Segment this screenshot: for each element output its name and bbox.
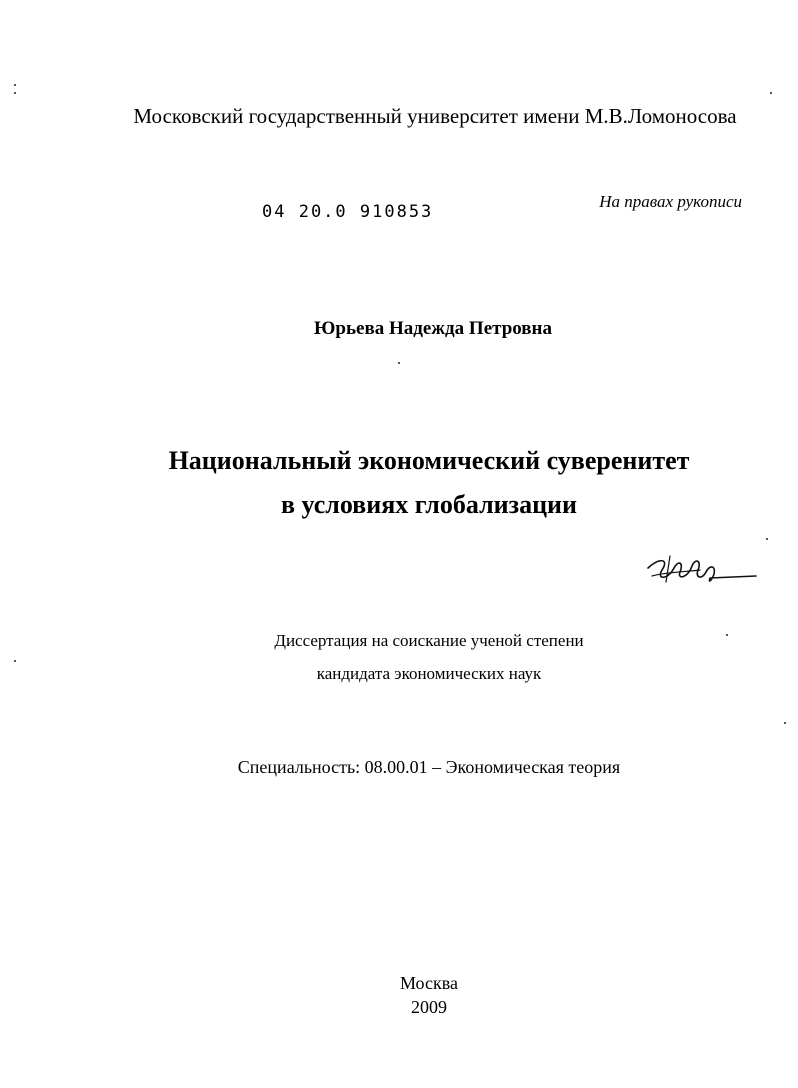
specialty-line: Специальность: 08.00.01 – Экономическая теория bbox=[237, 757, 621, 777]
degree-line-2: кандидата экономических наук bbox=[316, 664, 542, 683]
city: Москва bbox=[400, 973, 458, 993]
author-name: Юрьева Надежда Петровна bbox=[314, 318, 552, 339]
scan-speck bbox=[766, 538, 768, 540]
year: 2009 bbox=[411, 997, 447, 1017]
scan-speck bbox=[726, 634, 728, 636]
archive-code: 04 20.0 910853 bbox=[262, 202, 434, 222]
thesis-title-line-1: Национальный экономический суверенитет bbox=[168, 446, 690, 475]
scan-speck bbox=[14, 660, 16, 662]
university-name: Московский государственный университет имени М.В.Ломоносова bbox=[133, 104, 737, 128]
degree-line-1: Диссертация на соискание ученой степени bbox=[274, 631, 584, 650]
scan-speck bbox=[770, 92, 772, 94]
scan-speck bbox=[784, 722, 786, 724]
signature-icon bbox=[640, 550, 760, 592]
thesis-title-line-2: в условиях глобализации bbox=[280, 490, 578, 519]
scan-speck bbox=[398, 362, 400, 364]
scan-speck bbox=[14, 84, 16, 86]
scan-speck bbox=[14, 92, 16, 94]
rights-note: На правах рукописи bbox=[599, 192, 742, 211]
